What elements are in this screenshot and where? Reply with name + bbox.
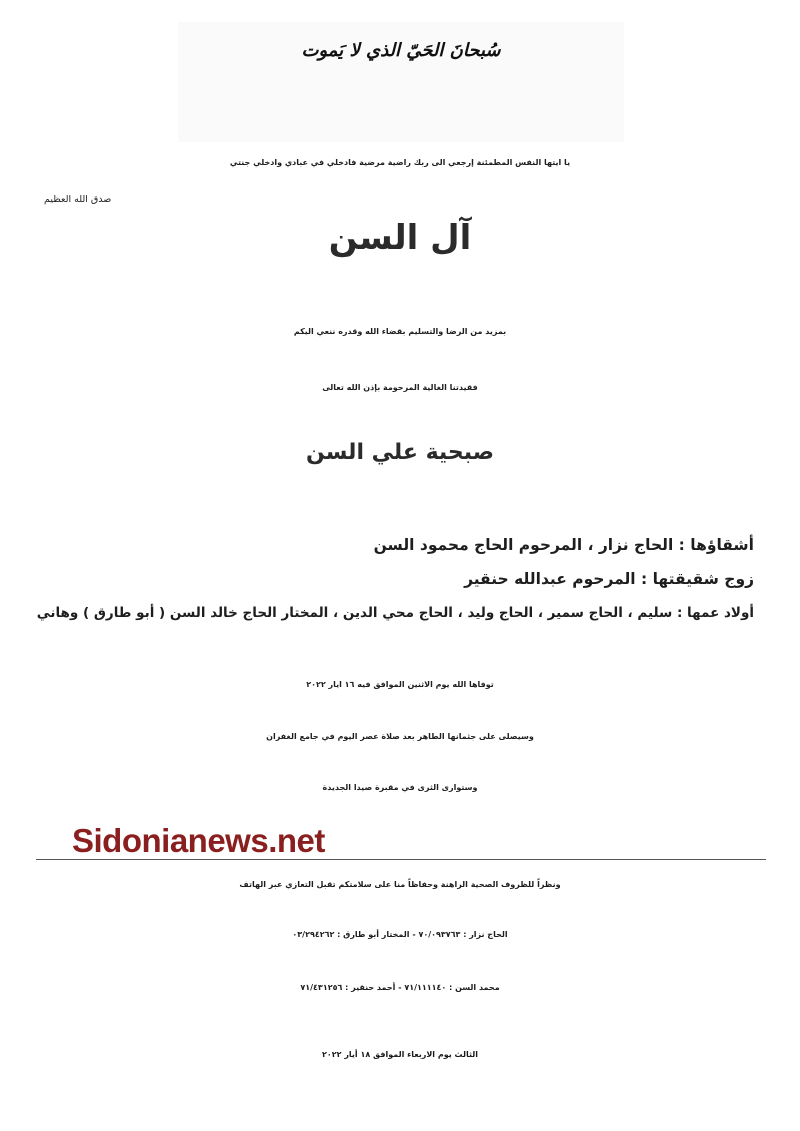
contact-numbers-line-1: الحاج نزار : ٧٠/٠٩٣٧٦٣ - المختار أبو طارق : ٠٣/٢٩٤٢٦٢ <box>292 930 508 939</box>
calligraphy-banner <box>178 22 624 142</box>
condolence-final-day: الثالث يوم الاربعاء الموافق ١٨ أيار ٢٠٢٢ <box>322 1050 478 1059</box>
divider <box>36 859 766 860</box>
condolence-notice: ونظراً للظروف الصحية الراهنة وحفاظاً منا على سلامتكم تقبل التعازي عبر الهاتف <box>239 880 561 889</box>
verse-source: صدق الله العظيم <box>44 194 112 205</box>
contact-numbers-line-2: محمد السن : ٧١/١١١١٤٠ - أحمد حنقير : ٧١/٤٣١٢٥٦ <box>300 983 500 992</box>
site-watermark: Sidonianews.net <box>72 822 325 859</box>
burial-line: وستوارى الثرى في مقبرة صيدا الجديدة <box>322 783 478 792</box>
quran-verse: يا ايتها النفس المطمئنة إرجعي الى ربك راضية مرضية فادخلي في عبادي وادخلي جنتي <box>229 158 571 167</box>
relatives-sister-husband: زوج شقيقتها : المرحوم عبدالله حنقير <box>464 570 754 588</box>
announcement-line-1: بمزيد من الرضا والتسليم بقضاء الله وقدره ننعي اليكم <box>293 327 507 336</box>
relatives-cousins: أولاد عمها : سليم ، الحاج سمير ، الحاج وليد ، الحاج محي الدين ، المختار الحاج خالد السن ( أبو طارق ) وهاني <box>36 605 754 621</box>
family-name: آل السن <box>328 218 472 258</box>
deceased-name: صبحية علي السن <box>306 440 494 465</box>
funeral-prayer-line: وسيصلى على جثمانها الطاهر بعد صلاة عصر اليوم في جامع الغفران <box>266 732 534 741</box>
death-date-line: توفاها الله يوم الاثنين الموافق فيه ١٦ ايار ٢٠٢٢ <box>306 680 494 689</box>
relatives-siblings: أشقاؤها : الحاج نزار ، المرحوم الحاج محمود السن <box>373 536 754 554</box>
calligraphy-text: سُبحانَ الحَيّ الذي لا يَموت <box>301 40 501 61</box>
announcement-line-2: فقيدتنا الغالية المرحومة بإذن الله تعالى <box>322 383 478 392</box>
